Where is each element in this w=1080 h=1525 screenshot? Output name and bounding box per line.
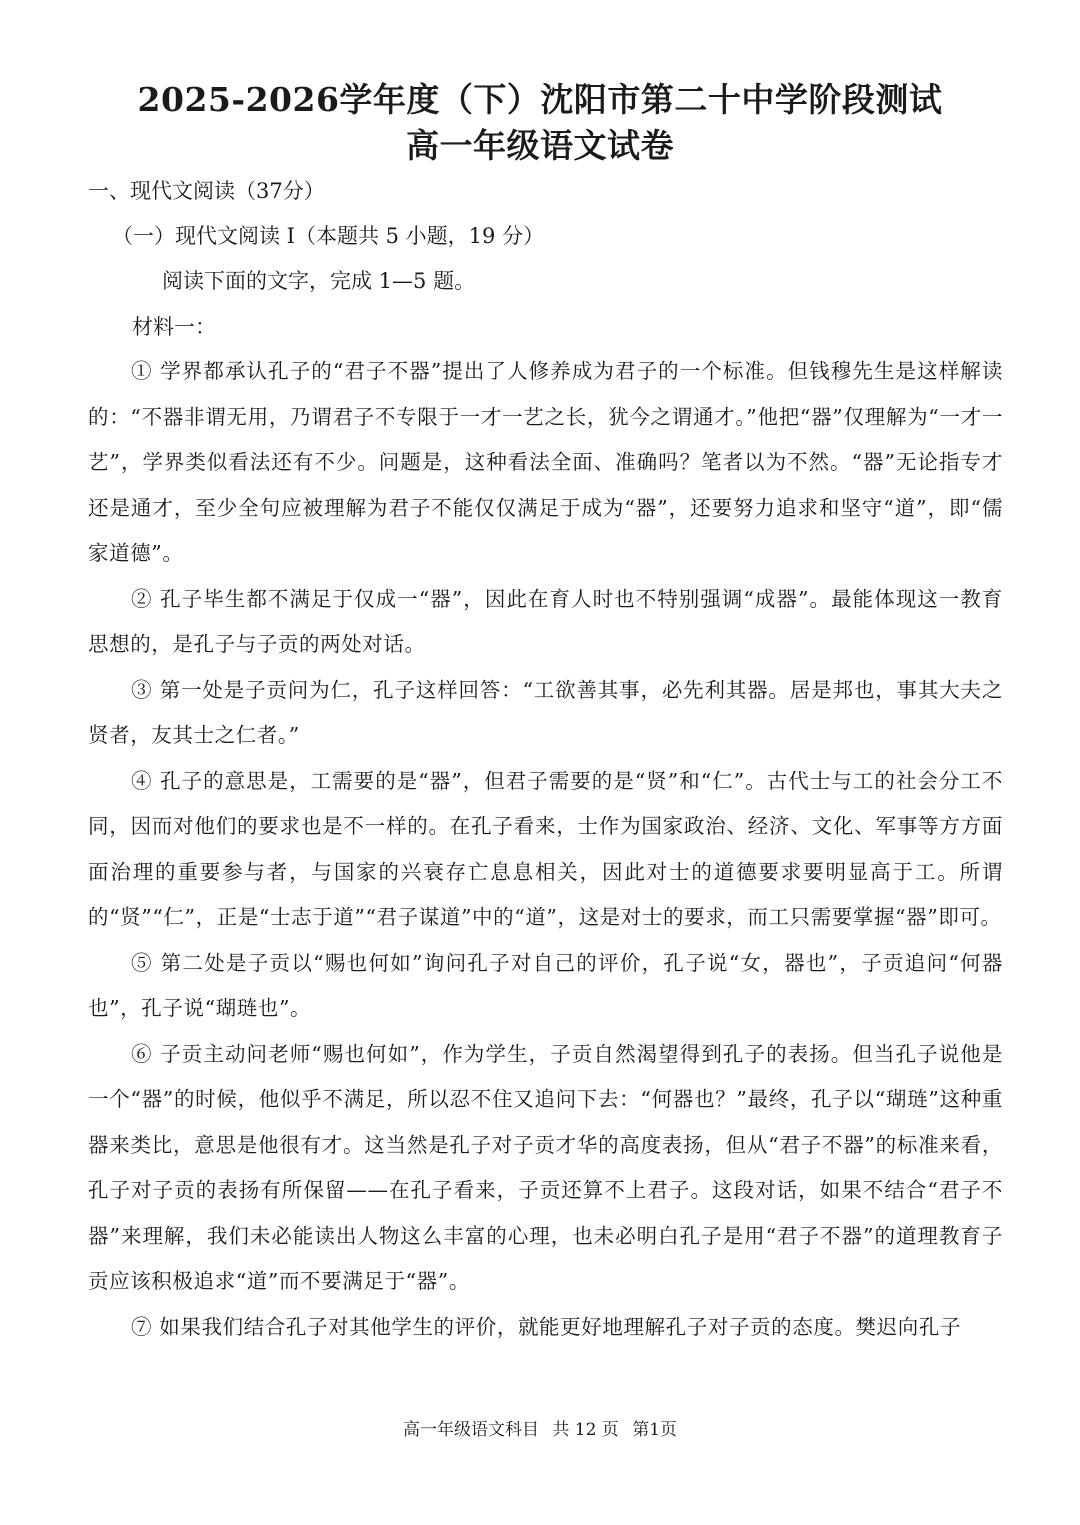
paragraph-4: ④ 孔子的意思是，工需要的是“器”，但君子需要的是“贤”和“仁”。古代士与工的社会分工不同，因而对他们的要求也是不一样的。在孔子看来，士作为国家政治、经济、文化、军事等方方面面治理的重要参与者，与国家的兴衰存亡息息相关，因此对士的道德要求要明显高于工。所谓的“贤”“仁”，正是“士志于道”“君子谋道”中的“道”，这是对士的要求，而工只需要掌握“器”即可。 (88, 768, 1003, 929)
exam-title-line1: 2025-2026学年度（下）沈阳市第二十中学阶段测试 (137, 80, 943, 119)
section-heading: 一、现代文阅读（37分） (88, 179, 325, 203)
footer-page-number: 第1页 (632, 1420, 678, 1440)
paragraph-5: ⑤ 第二处是子贡以“赐也何如”询问孔子对自己的评价，孔子说“女，器也”，子贡追问“何器也”，孔子说“瑚琏也”。 (88, 950, 1003, 1020)
paragraph-3: ③ 第一处是子贡问为仁，孔子这样回答：“工欲善其事，必先利其器。居是邦也，事其大夫之贤者，友其士之仁者。” (88, 677, 1003, 747)
passage-body (88, 349, 1003, 1350)
page-footer (0, 1418, 1080, 1442)
paragraph-2: ② 孔子毕生都不满足于仅成一“器”，因此在育人时也不特别强调“成器”。最能体现这一教育思想的，是孔子与子贡的两处对话。 (88, 586, 1003, 656)
exam-title-line2: 高一年级语文试卷 (406, 126, 674, 165)
footer-subject: 高一年级语文科目 (402, 1420, 539, 1440)
material-label: 材料一： (132, 315, 216, 339)
footer-total-pages: 共 12 页 (552, 1420, 619, 1440)
paragraph-6: ⑥ 子贡主动问老师“赐也何如”，作为学生，子贡自然渴望得到孔子的表扬。但当孔子说他是一个“器”的时候，他似乎不满足，所以忍不住又追问下去：“何器也？”最终，孔子以“瑚琏”这种重器来类比，意思是他很有才。这当然是孔子对子贡才华的高度表扬，但从“君子不器”的标准来看，孔子对子贡的表扬有所保留——在孔子看来，子贡还算不上君子。这段对话，如果不结合“君子不器”来理解，我们未必能读出人物这么丰富的心理，也未必明白孔子是用“君子不器”的道理教育子贡应该积极追求“道”而不要满足于“器”。 (88, 1041, 1003, 1293)
paragraph-7: ⑦ 如果我们结合孔子对其他学生的评价，就能更好地理解孔子对子贡的态度。樊迟向孔子 (131, 1314, 962, 1339)
paragraph-1: ① 学界都承认孔子的“君子不器”提出了人修养成为君子的一个标准。但钱穆先生是这样解读的：“不器非谓无用，乃谓君子不专限于一才一艺之长，犹今之谓通才。”他把“器”仅理解为“一才一艺”，学界类似看法还有不少。问题是，这种看法全面、准确吗？笔者以为不然。“器”无论指专才还是通才，至少全句应被理解为君子不能仅仅满足于成为“器”，还要努力追求和坚守“道”，即“儒家道德”。 (88, 359, 1003, 565)
sub-section-heading: （一）现代文阅读 I（本题共 5 小题，19 分） (112, 224, 545, 248)
reading-instruction: 阅读下面的文字，完成 1—5 题。 (162, 269, 476, 293)
